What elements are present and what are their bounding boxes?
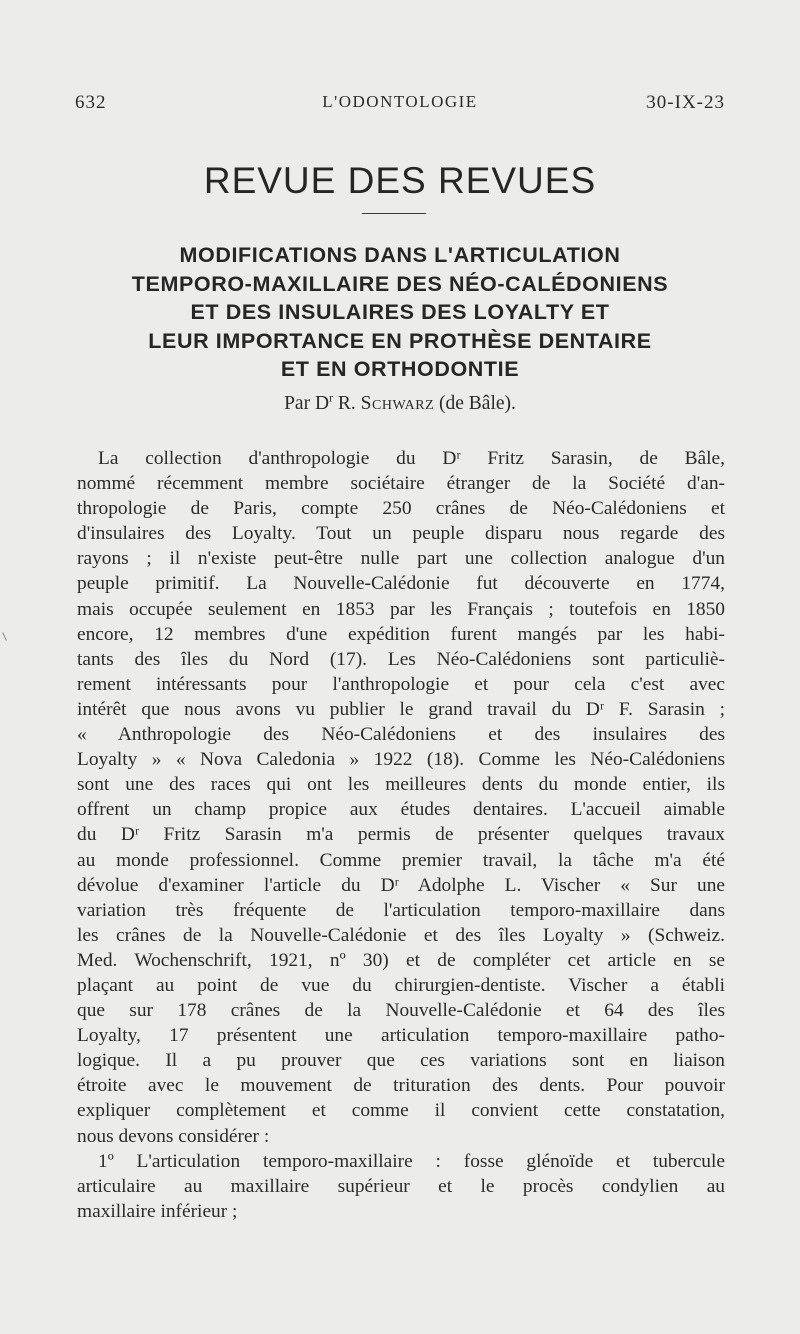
margin-mark xyxy=(2,632,7,641)
body-line: sont une des races qui ont les meilleures dents du monde entier, ils xyxy=(77,774,725,796)
title-divider xyxy=(362,213,426,214)
body-line: plaçant au point de vue du chirurgien-dentiste. Vischer a établi xyxy=(77,974,725,996)
section-title: REVUE DES REVUES xyxy=(203,160,597,201)
byline-prefix: Par D xyxy=(284,393,330,414)
page-number: 632 xyxy=(75,92,107,113)
byline-place: (de Bâle). xyxy=(434,393,516,414)
body-line: 1º L'articulation temporo-maxillaire : fosse glénoïde et tubercule xyxy=(98,1150,725,1172)
author-byline xyxy=(0,390,800,415)
body-line: thropologie de Paris, compte 250 crânes de Néo-Calédoniens et xyxy=(77,498,725,520)
body-line: peuple primitif. La Nouvelle-Calédonie fut découverte en 1774, xyxy=(77,573,725,595)
article-body xyxy=(77,446,725,1224)
body-line: offrent un champ propice aux études dentaires. L'accueil aimable xyxy=(77,799,725,821)
byline-initial: R. xyxy=(333,393,361,414)
body-line: rement intéressants pour l'anthropologie et pour cela c'est avec xyxy=(77,673,725,695)
body-line: La collection d'anthropologie du Dʳ Fritz Sarasin, de Bâle, xyxy=(98,448,725,469)
article-title-line: MODIFICATIONS DANS L'ARTICULATION xyxy=(179,243,621,267)
author-surname: Schwarz xyxy=(360,393,435,414)
body-line: mais occupée seulement en 1853 par les Français ; toutefois en 1850 xyxy=(77,598,725,620)
article-title xyxy=(60,241,740,384)
body-line: logique. Il a pu prouver que ces variations sont en liaison xyxy=(77,1050,725,1072)
body-line: encore, 12 membres d'une expédition furent mangés par les habi- xyxy=(77,623,725,645)
body-line: intérêt que nous avons vu publier le grand travail du Dʳ F. Sarasin ; xyxy=(77,698,725,720)
article-title-line: TEMPORO-MAXILLAIRE DES NÉO-CALÉDONIENS xyxy=(131,271,669,296)
body-line: que sur 178 crânes de la Nouvelle-Calédonie et 64 des îles xyxy=(77,1000,725,1022)
body-line: tants des îles du Nord (17). Les Néo-Calédoniens sont particuliè- xyxy=(77,648,725,670)
body-line: maxillaire inférieur ; xyxy=(77,1200,238,1222)
body-line: variation très fréquente de l'articulation temporo-maxillaire dans xyxy=(77,899,725,921)
body-line: nommé récemment membre sociétaire étranger de la Société d'an- xyxy=(77,473,725,495)
body-line: d'insulaires des Loyalty. Tout un peuple disparu nous regarde des xyxy=(77,523,725,545)
article-title-line: ET DES INSULAIRES DES LOYALTY ET xyxy=(190,300,610,324)
body-line: rayons ; il n'existe peut-être nulle part une collection analogue d'un xyxy=(77,548,725,570)
body-line: nous devons considérer : xyxy=(77,1125,270,1147)
body-line: les crânes de la Nouvelle-Calédonie et des îles Loyalty » (Schweiz. xyxy=(77,924,725,946)
article-title-line: LEUR IMPORTANCE EN PROTHÈSE DENTAIRE xyxy=(148,328,652,353)
article-title-line: ET EN ORTHODONTIE xyxy=(280,357,520,381)
body-line: articulaire au maxillaire supérieur et le procès condylien au xyxy=(77,1175,725,1197)
body-line: expliquer complètement et comme il convient cette constatation, xyxy=(77,1100,725,1122)
byline-title-superscript: r xyxy=(329,390,334,405)
body-line: au monde professionnel. Comme premier travail, la tâche m'a été xyxy=(77,849,725,871)
body-line: « Anthropologie des Néo-Calédoniens et des insulaires des xyxy=(77,724,725,746)
body-line: dévolue d'examiner l'article du Dʳ Adolphe L. Vischer « Sur une xyxy=(77,874,725,896)
issue-date: 30-IX-23 xyxy=(646,92,725,113)
journal-title: L'ODONTOLOGIE xyxy=(322,92,478,111)
running-head xyxy=(75,92,725,118)
body-line: étroite avec le mouvement de trituration des dents. Pour pouvoir xyxy=(77,1075,725,1097)
body-line: du Dʳ Fritz Sarasin m'a permis de présenter quelques travaux xyxy=(77,824,725,846)
body-line: Loyalty, 17 présentent une articulation temporo-maxillaire patho- xyxy=(77,1025,725,1047)
body-line: Med. Wochenschrift, 1921, nº 30) et de compléter cet article en se xyxy=(77,949,725,971)
body-line: Loyalty » « Nova Caledonia » 1922 (18). Comme les Néo-Calédoniens xyxy=(77,749,725,771)
